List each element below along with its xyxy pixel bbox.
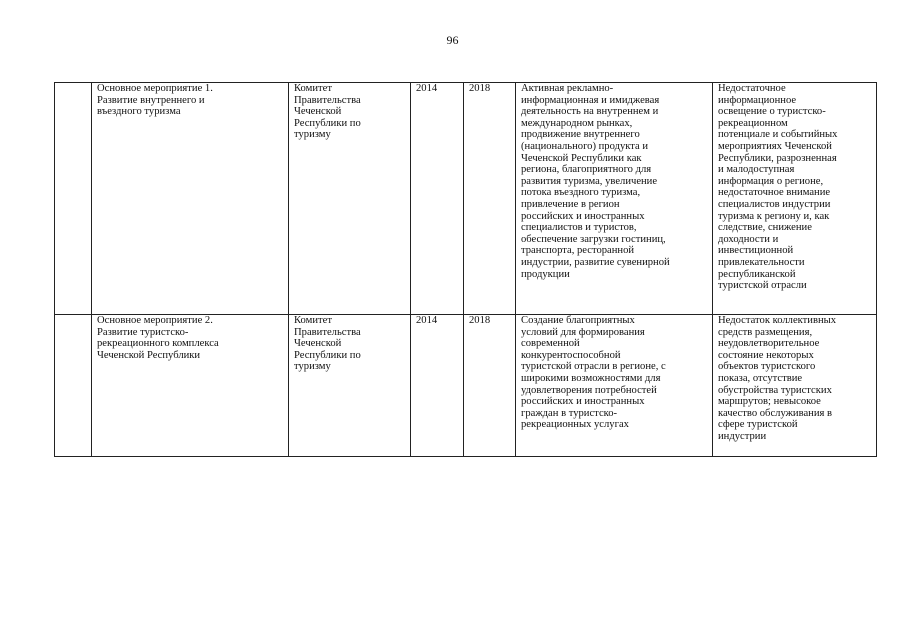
text-line: обустройства туристских [718,384,832,396]
table-row [55,315,877,457]
text-line: сфере туристской [718,419,798,431]
text-line: Чеченской Республики [97,349,201,361]
start-year-cell: 2014 [411,315,464,457]
text-line: доходности и [718,233,779,245]
text-line: потока въездного туризма, [521,187,641,199]
text-line: широкими возможностями для [521,372,661,384]
text-line: современной [521,338,580,350]
text-line: туризму [294,129,331,141]
executor-text [294,83,407,141]
text-line: обеспечение загрузки гостиниц, [521,233,666,245]
text-line: Создание благоприятных [521,315,635,326]
text-line: и малодоступная [718,164,795,176]
text-line: неудовлетворительное [718,338,820,350]
event-text [97,83,285,118]
text-line: развития туризма, увеличение [521,175,658,187]
text-line: транспорта, ресторанной [521,245,635,257]
text-line: удовлетворения потребностей [521,384,657,396]
text-line: специалистов и туристов, [521,222,637,234]
text-line: (национального) продукта и [521,140,649,152]
text-line: индустрии [718,430,767,442]
text-line: рекреационного комплекса [97,338,219,350]
text-line: недостаточное внимание [718,187,831,199]
text-line: информационное [718,94,797,106]
text-line: привлекательности [718,256,805,268]
text-line: международном рынках, [521,117,633,129]
text-line: рекреационном [718,117,788,129]
row-number-cell [55,83,92,315]
text-line: информационная и имиджевая [521,94,660,106]
consequence-text [718,315,873,443]
text-line: Чеченской [294,338,342,350]
text-line: показа, отсутствие [718,372,803,384]
text-line: российских и иностранных [521,396,645,408]
row-number-cell [55,315,92,457]
text-line: качество обслуживания в [718,407,833,419]
text-line: Основное мероприятие 1. [97,83,213,94]
text-line: следствие, снижение [718,222,812,234]
text-line: Чеченской Республики как [521,152,642,164]
text-line: специалистов индустрии [718,198,831,210]
table-row [55,83,877,315]
text-line: туризму [294,361,331,373]
text-line: Республики, разрозненная [718,152,837,164]
expected-result-text [521,315,709,431]
text-line: условий для формирования [521,326,645,338]
text-line: российских и иностранных [521,210,645,222]
text-line: Недостаток коллективных [718,315,837,326]
text-line: состояние некоторых [718,349,814,361]
executor-cell [289,83,411,315]
text-line: Республики по [294,117,361,129]
executor-text [294,315,407,373]
text-line: деятельность на внутреннем и [521,106,659,118]
text-line: маршрутов; невысокое [718,396,821,408]
text-line: въездного туризма [97,106,181,118]
text-line: объектов туристского [718,361,816,373]
consequence-cell [713,315,877,457]
start-year-cell: 2014 [411,83,464,315]
event-text [97,315,285,361]
text-line: Основное мероприятие 2. [97,315,213,326]
text-line: Чеченской [294,106,342,118]
consequence-text [718,83,873,292]
expected-result-cell [516,83,713,315]
text-line: туристской отрасли в регионе, с [521,361,666,373]
text-line: информация о регионе, [718,175,824,187]
text-line: потенциале и событийных [718,129,838,141]
text-line: инвестиционной [718,245,794,257]
end-year-cell: 2018 [464,83,516,315]
text-line: продукции [521,268,570,280]
event-cell [92,83,289,315]
event-cell [92,315,289,457]
text-line: республиканской [718,268,796,280]
text-line: Правительства [294,326,361,338]
text-line: Правительства [294,94,361,106]
text-line: Развитие туристско- [97,326,189,338]
text-line: Развитие внутреннего и [97,94,205,106]
measures-table [54,82,877,457]
text-line: индустрии, развитие сувенирной [521,256,670,268]
text-line: Комитет [294,83,332,94]
text-line: средств размещения, [718,326,813,338]
text-line: Республики по [294,349,361,361]
text-line: граждан в туристско- [521,407,618,419]
text-line: продвижение внутреннего [521,129,640,141]
text-line: туристской отрасли [718,280,807,292]
page-number: 96 [446,33,459,47]
text-line: конкурентоспособной [521,349,621,361]
text-line: туризма к региону и, как [718,210,830,222]
text-line: привлечение в регион [521,198,620,210]
expected-result-cell [516,315,713,457]
text-line: Недостаточное [718,83,786,94]
consequence-cell [713,83,877,315]
expected-result-text [521,83,709,280]
executor-cell [289,315,411,457]
text-line: Комитет [294,315,332,326]
end-year-cell: 2018 [464,315,516,457]
text-line: мероприятиях Чеченской [718,140,832,152]
text-line: рекреационных услугах [521,419,629,431]
text-line: региона, благоприятного для [521,164,652,176]
text-line: освещение о туристско- [718,106,826,118]
text-line: Активная рекламно- [521,83,614,94]
